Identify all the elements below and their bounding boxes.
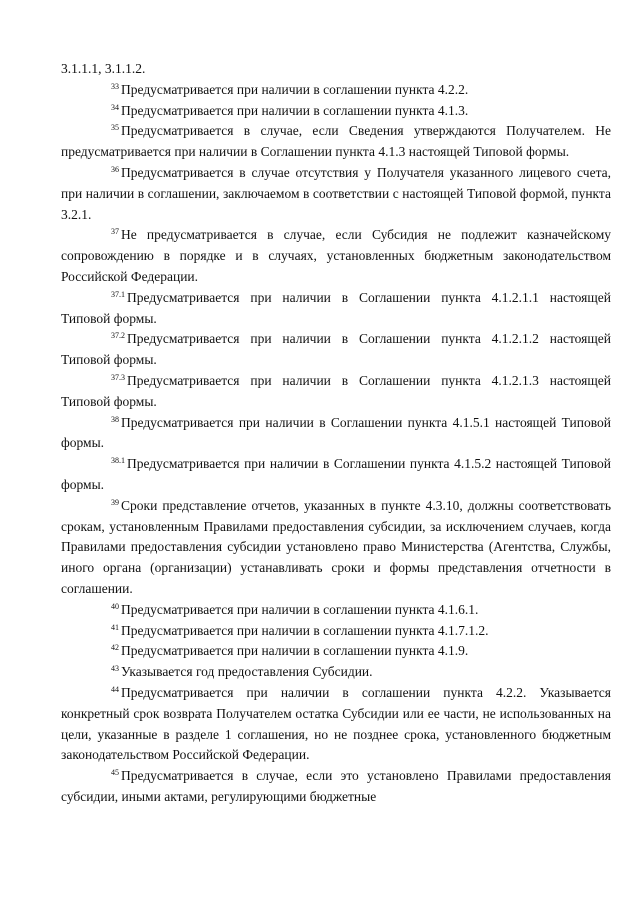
footnote-number: 38: [111, 414, 119, 424]
footnote-34: [61, 101, 611, 122]
footnote-text: Предусматривается при наличии в Соглашении пункта 4.1.5.2 настоящей Типовой формы.: [61, 456, 611, 492]
footnote-45: [61, 766, 611, 808]
footnote-41: [61, 621, 611, 642]
footnote-text: Сроки представление отчетов, указанных в пункте 4.3.10, должны соответствовать срокам, установленным Правилами предоставления субсидии, за исключением случаев, когда Правилами предоставления субсидии установлено право Министерства (Агентства, Службы, иного органа (организации) устанавливать сроки и формы представления отчетности в соглашении.: [61, 497, 611, 596]
footnote-37-3: [61, 371, 611, 413]
footnote-text: Предусматривается при наличии в соглашении пункта 4.1.7.1.2.: [121, 622, 489, 638]
footnote-36: [61, 163, 611, 225]
footnote-text: Предусматривается при наличии в Соглашении пункта 4.1.2.1.1 настоящей Типовой формы.: [61, 289, 611, 326]
footnote-text: Предусматривается при наличии в соглашении пункта 4.1.6.1.: [121, 601, 479, 617]
footnote-number: 44: [111, 684, 119, 694]
footnote-number: 40: [111, 601, 119, 611]
footnote-number: 37.3: [111, 372, 125, 382]
footnote-text: Предусматривается в случае отсутствия у Получателя указанного лицевого счета, при наличии в соглашении, заключаемом в соответствии с настоящей Типовой формой, пункта 3.2.1.: [61, 164, 611, 222]
footnote-39: [61, 496, 611, 600]
footnote-37-2: [61, 329, 611, 371]
footnote-number: 35: [111, 123, 119, 133]
footnote-number: 38.1: [111, 456, 125, 466]
footnote-38: [61, 413, 611, 455]
footnote-number: 39: [111, 497, 119, 507]
footnote-37-1: [61, 288, 611, 330]
footnote-text: Указывается год предоставления Субсидии.: [121, 664, 373, 680]
footnote-38-1: [61, 454, 611, 496]
footnote-text: Предусматривается при наличии в Соглашении пункта 4.1.2.1.3 настоящей Типовой формы.: [61, 372, 611, 409]
footnote-text: Не предусматривается в случае, если Субсидия не подлежит казначейскому сопровождению в порядке и в случаях, установленных бюджетным законодательством Российской Федерации.: [61, 227, 611, 284]
footnote-text: Предусматривается при наличии в соглашении пункта 4.2.2. Указывается конкретный срок возврата Получателем остатка Субсидии или ее части, не использованных на цели, указанные в разделе 1 соглашения, но не позднее срока, установленного бюджетным законодательством Российской Федерации.: [61, 684, 611, 763]
footnote-text: Предусматривается при наличии в Соглашении пункта 4.1.2.1.2 настоящей Типовой формы.: [61, 331, 611, 368]
footnote-number: 37.2: [111, 331, 125, 341]
footnote-text: Предусматривается при наличии в Соглашении пункта 4.1.5.1 настоящей Типовой формы.: [61, 414, 611, 451]
footnote-43: [61, 662, 611, 683]
footnote-37: [61, 225, 611, 287]
footnote-number: 43: [111, 664, 119, 674]
continuation-text: 3.1.1.1, 3.1.1.2.: [61, 61, 146, 76]
footnote-33: [61, 80, 611, 101]
footnote-number: 37: [111, 227, 119, 237]
footnote-number: 42: [111, 643, 119, 653]
footnote-text: Предусматривается при наличии в соглашении пункта 4.1.9.: [121, 643, 469, 659]
footnote-number: 37.1: [111, 289, 125, 299]
footnote-35: [61, 121, 611, 163]
footnote-text: Предусматривается в случае, если это установлено Правилами предоставления субсидии, иными актами, регулирующими бюджетные: [61, 768, 611, 804]
footnote-40: [61, 600, 611, 621]
footnote-number: 36: [111, 164, 119, 174]
footnote-text: Предусматривается при наличии в соглашении пункта 4.1.3.: [121, 102, 469, 118]
footnote-text: Предусматривается в случае, если Сведения утверждаются Получателем. Не предусматривается при наличии в Соглашении пункта 4.1.3 настоящей Типовой формы.: [61, 123, 611, 160]
footnote-number: 34: [111, 102, 119, 112]
footnote-number: 45: [111, 768, 119, 778]
footnote-44: [61, 683, 611, 766]
footnote-42: [61, 641, 611, 662]
footnote-number: 33: [111, 81, 119, 91]
footnote-text: Предусматривается при наличии в соглашении пункта 4.2.2.: [121, 81, 469, 97]
footnote-number: 41: [111, 622, 119, 632]
